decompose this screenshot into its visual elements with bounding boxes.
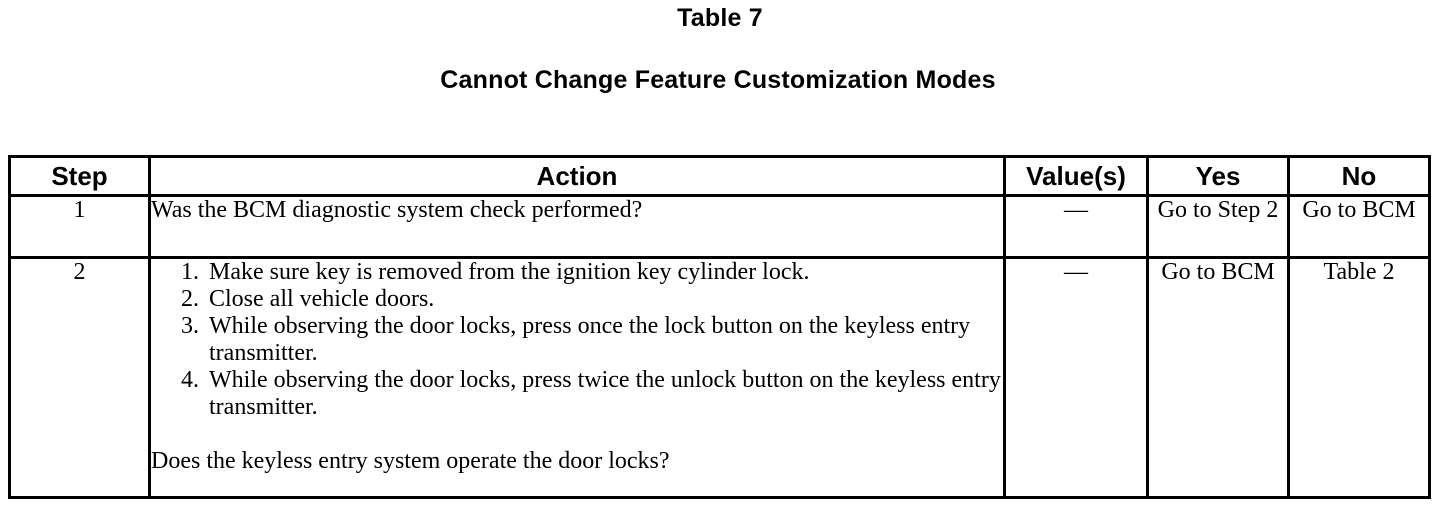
- header-no: No: [1289, 157, 1430, 196]
- action-step: 1. Make sure key is removed from the ignition key cylinder lock.: [205, 259, 1003, 286]
- table-title: Cannot Change Feature Customization Modes: [440, 66, 996, 94]
- table-row: [10, 258, 1430, 498]
- header-yes: Yes: [1148, 157, 1289, 196]
- header-values: Value(s): [1005, 157, 1148, 196]
- table-number: Table 7: [677, 4, 763, 32]
- no-cell: Go to BCM: [1289, 196, 1430, 258]
- header-action: Action: [150, 157, 1005, 196]
- value-cell: —: [1005, 258, 1148, 498]
- header-step: Step: [10, 157, 150, 196]
- no-cell: Table 2: [1289, 258, 1430, 498]
- action-step: 4. While observing the door locks, press twice the unlock button on the keyless entry transmitter.: [205, 367, 1003, 421]
- yes-cell: Go to BCM: [1148, 258, 1289, 498]
- action-cell: [150, 258, 1005, 498]
- table-row: [10, 196, 1430, 258]
- yes-cell: Go to Step 2: [1148, 196, 1289, 258]
- value-cell: —: [1005, 196, 1148, 258]
- action-question: Does the keyless entry system operate the door locks?: [151, 448, 670, 474]
- step-number: 1: [10, 196, 150, 258]
- header-row: [10, 157, 1430, 196]
- action-step-list: [151, 259, 1003, 421]
- diagnostic-table: [8, 155, 1431, 499]
- action-step: 2. Close all vehicle doors.: [205, 286, 1003, 313]
- action-text: Was the BCM diagnostic system check performed?: [150, 196, 1005, 258]
- step-number: 2: [10, 258, 150, 498]
- action-step: 3. While observing the door locks, press once the lock button on the keyless entry transmitter.: [205, 313, 1003, 367]
